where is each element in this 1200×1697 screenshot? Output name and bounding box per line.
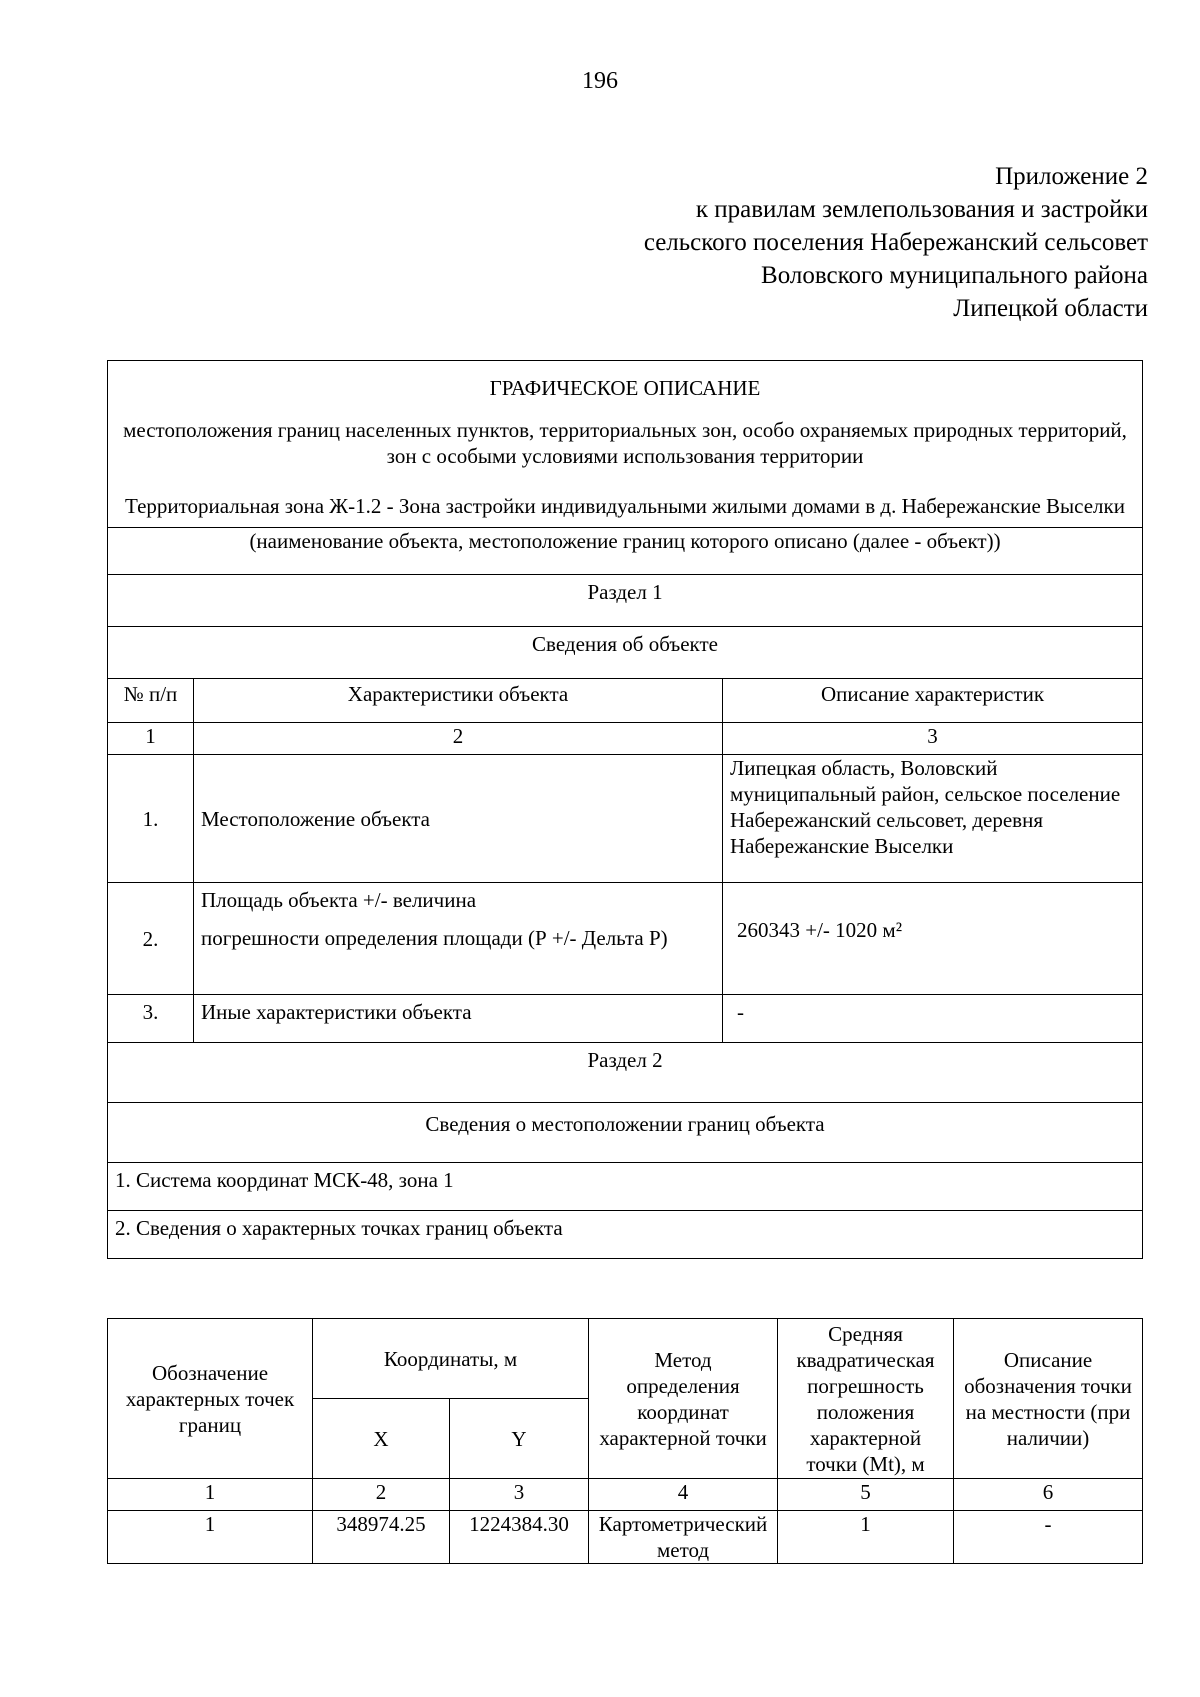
- document-header-cell: [108, 361, 1143, 528]
- section-1-subtitle: Сведения об объекте: [108, 627, 1143, 679]
- col-number: 1: [108, 723, 194, 755]
- object-info-table: [107, 360, 1143, 1259]
- boundary-points-table: [107, 1318, 1143, 1564]
- page-number: 196: [582, 68, 618, 94]
- col-header-method: Метод определения координат характерной точки: [589, 1319, 778, 1479]
- col-number: 3: [723, 723, 1143, 755]
- row-2-name: [194, 883, 723, 995]
- col-header-coords: Координаты, м: [313, 1319, 589, 1399]
- col-header-error: Средняя квадратическая погрешность положения характерной точки (Mt), м: [778, 1319, 954, 1479]
- col-number: 4: [589, 1479, 778, 1511]
- col-header-designation: Обозначение характерных точек границ: [108, 1319, 313, 1479]
- col-header-characteristic: Характеристики объекта: [194, 679, 723, 723]
- appendix-line-5: Липецкой области: [953, 295, 1148, 322]
- section-1-title: Раздел 1: [108, 575, 1143, 627]
- point-x: 348974.25: [313, 1511, 450, 1564]
- point-mt: 1: [778, 1511, 954, 1564]
- appendix-line-1: Приложение 2: [995, 163, 1148, 190]
- document-title: ГРАФИЧЕСКОЕ ОПИСАНИЕ: [489, 376, 761, 400]
- col-header-description: Описание характеристик: [723, 679, 1143, 723]
- row-3-name: Иные характеристики объекта: [194, 995, 723, 1043]
- row-2-num: 2.: [108, 883, 194, 995]
- point-y: 1224384.30: [450, 1511, 589, 1564]
- object-caption: (наименование объекта, местоположение границ которого описано (далее - объект)): [108, 528, 1143, 575]
- section-2-subtitle: Сведения о местоположении границ объекта: [108, 1103, 1143, 1163]
- document-subtitle: местоположения границ населенных пунктов, территориальных зон, особо охраняемых природных территорий, зон с особыми условиями использования территории: [123, 418, 1127, 468]
- col-header-point-description: Описание обозначения точки на местности (при наличии): [954, 1319, 1143, 1479]
- row-2-desc: 260343 +/- 1020 м²: [723, 883, 1143, 995]
- col-number: 2: [313, 1479, 450, 1511]
- point-id: 1: [108, 1511, 313, 1564]
- col-number: 6: [954, 1479, 1143, 1511]
- row-1-name: Местоположение объекта: [194, 755, 723, 883]
- coordinate-system: 1. Система координат МСК-48, зона 1: [108, 1163, 1143, 1211]
- col-header-x: X: [313, 1399, 450, 1479]
- row-2-name-line-1: Площадь объекта +/- величина: [201, 888, 477, 912]
- col-number: 5: [778, 1479, 954, 1511]
- zone-name: Территориальная зона Ж-1.2 - Зона застройки индивидуальными жилыми домами в д. Набережанские Выселки: [125, 494, 1125, 518]
- col-number: 3: [450, 1479, 589, 1511]
- appendix-line-4: Воловского муниципального района: [761, 262, 1148, 289]
- col-header-num: № п/п: [108, 679, 194, 723]
- points-title: 2. Сведения о характерных точках границ объекта: [108, 1211, 1143, 1259]
- col-number: 2: [194, 723, 723, 755]
- section-2-title: Раздел 2: [108, 1043, 1143, 1103]
- col-header-y: Y: [450, 1399, 589, 1479]
- row-3-desc: -: [723, 995, 1143, 1043]
- col-number: 1: [108, 1479, 313, 1511]
- appendix-line-2: к правилам землепользования и застройки: [695, 196, 1148, 223]
- row-1-desc: Липецкая область, Воловский муниципальный район, сельское поселение Набережанский сельсовет, деревня Набережанские Выселки: [723, 755, 1143, 883]
- table-row: [108, 1511, 1143, 1564]
- row-1-num: 1.: [108, 755, 194, 883]
- appendix-header: [644, 160, 1148, 325]
- point-method: Картометрический метод: [589, 1511, 778, 1564]
- row-3-num: 3.: [108, 995, 194, 1043]
- appendix-line-3: сельского поселения Набережанский сельсовет: [643, 229, 1148, 256]
- row-2-name-line-2: погрешности определения площади (Р +/- Дельта Р): [201, 926, 668, 950]
- point-desc: -: [954, 1511, 1143, 1564]
